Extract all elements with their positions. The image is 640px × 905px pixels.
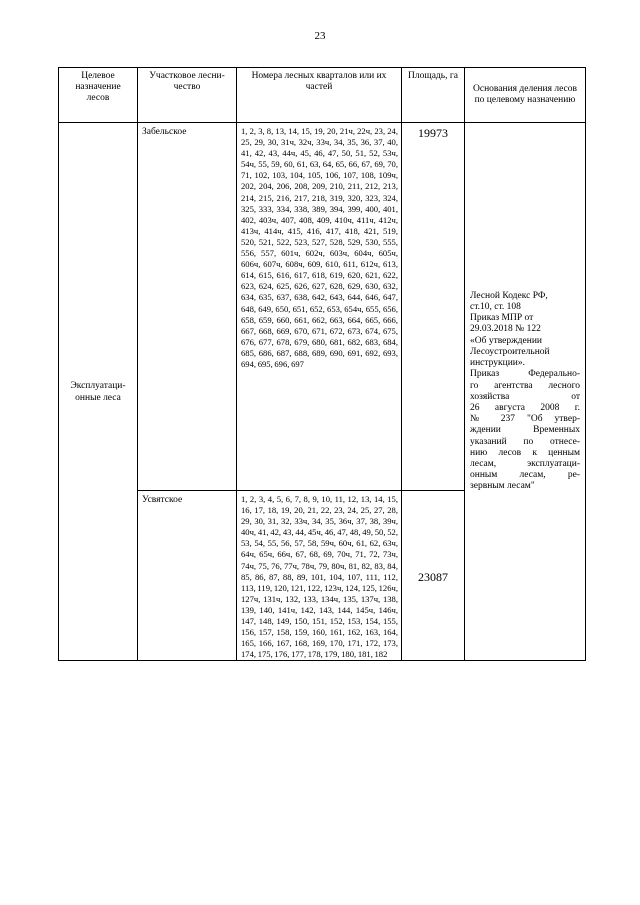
basis-line: го агентства лесного xyxy=(470,380,580,391)
basis-line: лесам, эксплуатаци- xyxy=(470,458,580,469)
basis-cell xyxy=(465,123,586,661)
quarters-list: 1, 2, 3, 8, 13, 14, 15, 19, 20, 21ч, 22ч, 23, 24, 25, 29, 30, 31ч, 32ч, 33ч, 34, 35, 36, 37, 40, 41, 42, 43, 44ч, 45, 46, 47, 50, 51, 52, 53ч, 54ч, 55, 59, 60, 61, 63, 64, 65, 66, 67, 69, 70, 71, 102, 103, 104, 105, 106, 107, 108, 109ч, 202, 204, 206, 208, 209, 210, 211, 212, 213, 214, 215, 216, 217, 218, 319, 320, 323, 324, 325, 333, 334, 338, 389, 394, 399, 400, 401, 402, 403ч, 407, 408, 409, 410ч, 411ч, 412ч, 413ч, 414ч, 415, 416, 417, 418, 421, 519, 520, 521, 522, 523, 527, 528, 529, 530, 555, 556, 557, 601ч, 602ч, 603ч, 604ч, 605ч, 606ч, 607ч, 608ч, 609, 610, 611, 612ч, 613, 614, 615, 616, 617, 618, 619, 620, 621, 622, 623, 624, 625, 626, 627, 628, 629, 630, 632, 634, 635, 637, 638, 642, 643, 644, 646, 647, 648, 649, 650, 651, 652, 653, 654ч, 655, 656, 658, 659, 660, 661, 662, 663, 664, 665, 666, 667, 668, 669, 670, 671, 672, 673, 674, 675, 676, 677, 678, 679, 680, 681, 682, 683, 684, 685, 686, 687, 688, 689, 690, 691, 692, 693, 694, 695, 696, 697 xyxy=(241,126,398,369)
header-quarters xyxy=(237,68,402,123)
purpose-cell xyxy=(59,123,138,661)
quarters-list: 1, 2, 3, 4, 5, 6, 7, 8, 9, 10, 11, 12, 13, 14, 15, 16, 17, 18, 19, 20, 21, 22, 23, 24, 25, 27, 28, 29, 30, 31, 32, 33ч, 34, 35, 36ч, 37, 38, 39ч, 40ч, 41, 42, 43, 44, 45ч, 46, 47, 48, 49, 50, 52, 53, 54, 55, 56, 57, 58, 59ч, 60ч, 61, 62, 63ч, 64ч, 65ч, 66ч, 67, 68, 69, 70ч, 71, 72, 73ч, 74ч, 75, 76, 77ч, 78ч, 79, 80ч, 81, 82, 83, 84, 85, 86, 87, 88, 89, 101, 104, 107, 111, 112, 113, 119, 120, 121, 122, 123ч, 124, 125, 126ч, 127ч, 131ч, 132, 133, 134ч, 135, 137ч, 138, 139, 140, 141ч, 142, 143, 144, 145ч, 146ч, 147, 148, 149, 150, 151, 152, 153, 154, 155, 156, 157, 158, 159, 160, 161, 162, 163, 164, 165, 166, 167, 168, 169, 170, 171, 172, 173, 174, 175, 176, 177, 178, 179, 180, 181, 182 xyxy=(241,494,398,660)
basis-line: 29.03.2018 № 122 xyxy=(470,324,541,335)
header-area xyxy=(402,68,465,123)
basis-line: хозяйства от xyxy=(470,391,580,402)
forestry-cell xyxy=(138,123,237,491)
header-forestry-label: Участковое лесни-чество xyxy=(149,71,225,92)
basis-line: Лесоустроительной xyxy=(470,346,550,357)
basis-line: зервным лесам" xyxy=(470,481,535,492)
basis-line: Приказ Федерально- xyxy=(470,369,580,380)
quarters-cell xyxy=(237,491,402,661)
header-quarters-label: Номера лесных кварталов или их частей xyxy=(251,71,387,92)
header-row xyxy=(59,68,586,123)
table-row xyxy=(59,123,586,491)
header-basis-label: Основания деления лесов по целевому назначению xyxy=(473,84,577,105)
header-area-label: Площадь, га xyxy=(408,71,458,81)
basis-text xyxy=(470,291,580,493)
basis-line: Лесной Кодекс РФ, xyxy=(470,290,548,301)
forestry-name: Забельское xyxy=(142,127,187,137)
quarters-cell xyxy=(237,123,402,491)
forestry-name: Усвятское xyxy=(142,495,183,505)
basis-line: № 237 "Об утвер- xyxy=(470,414,580,425)
header-purpose xyxy=(59,68,138,123)
area-value: 19973 xyxy=(418,126,448,140)
area-cell xyxy=(402,123,465,491)
header-forestry xyxy=(138,68,237,123)
forestry-cell xyxy=(138,491,237,661)
header-purpose-label: Целевое назначение лесов xyxy=(75,71,121,103)
area-value: 23087 xyxy=(418,569,448,584)
purpose-label: Эксплуатаци-онные леса xyxy=(70,380,126,403)
basis-line: указаний по отнесе- xyxy=(470,436,580,447)
page-number: 23 xyxy=(314,30,326,42)
forest-division-table xyxy=(58,67,586,661)
basis-line: онным лесам, ре- xyxy=(470,470,580,481)
basis-line: 26 августа 2008 г. xyxy=(470,402,580,413)
header-basis xyxy=(465,68,586,123)
basis-line: инструкции». xyxy=(470,358,526,369)
basis-line: нию лесов к ценным xyxy=(470,447,580,458)
basis-line: «Об утверждении xyxy=(470,335,542,346)
basis-line: ст.10, ст. 108 xyxy=(470,302,521,313)
area-cell xyxy=(402,491,465,661)
basis-line: ждении Временных xyxy=(470,425,580,436)
basis-line: Приказ МПР от xyxy=(470,313,534,324)
